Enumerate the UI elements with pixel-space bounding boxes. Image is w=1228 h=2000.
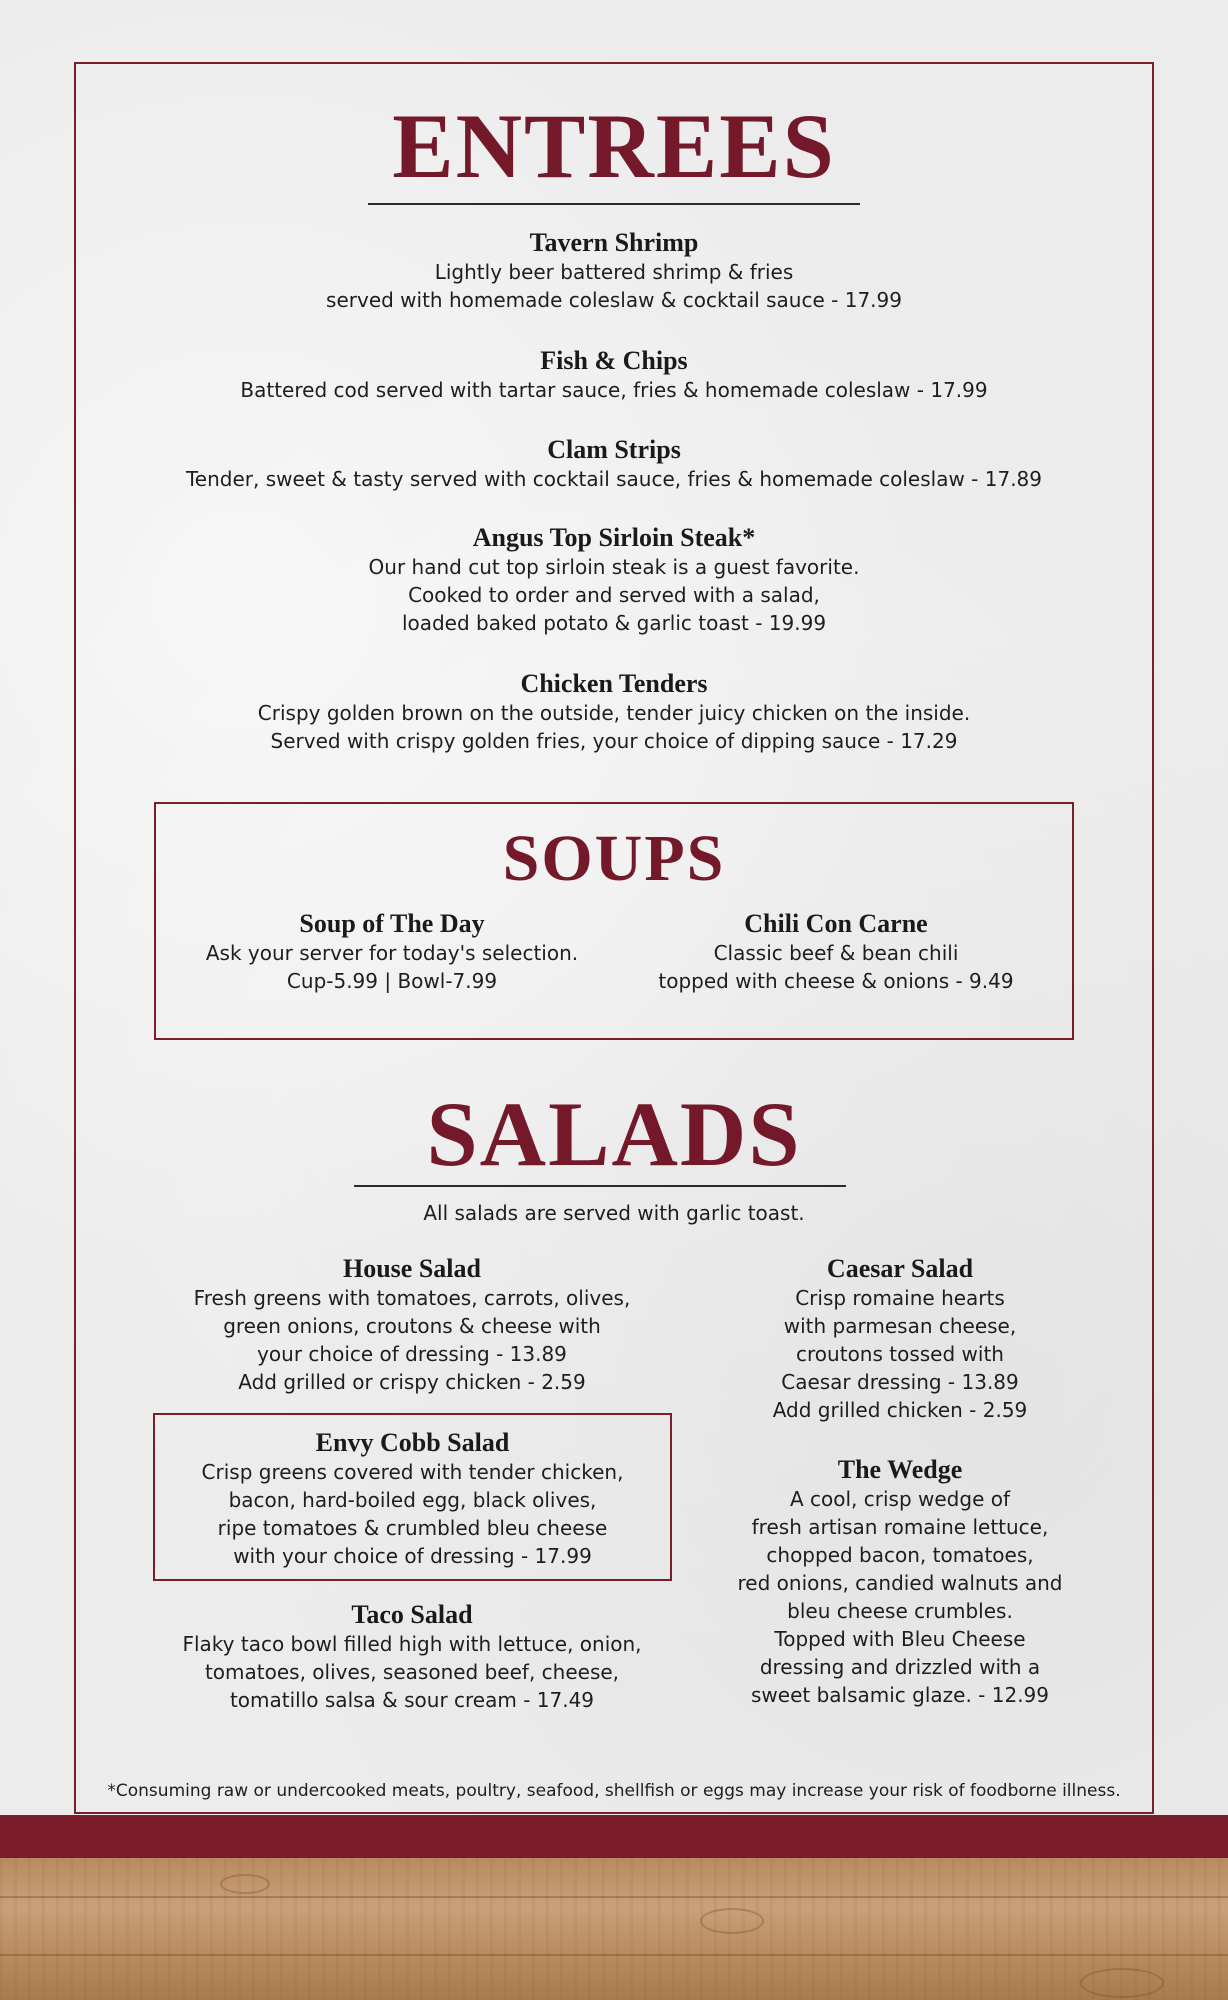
item-description: Flaky taco bowl filled high with lettuce, onion, tomatoes, olives, seasoned beef, cheese, tomatillo salsa & sour cream - 17.49 [182, 1632, 642, 1712]
soups-title: SOUPS [502, 822, 726, 895]
item-name: Soup of The Day [299, 909, 485, 938]
item-description: Battered cod served with tartar sauce, fries & homemade coleslaw - 17.99 [240, 378, 988, 402]
salad-item-the-wedge [700, 1455, 1100, 1709]
salads-divider [354, 1185, 846, 1187]
entrees-title: ENTREES [392, 95, 836, 197]
wood-background [0, 1858, 1228, 2000]
item-description: Crisp romaine hearts with parmesan cheese, croutons tossed with Caesar dressing - 13.89 Add grilled chicken - 2.59 [772, 1286, 1028, 1422]
wood-grain [0, 1896, 1228, 1898]
item-description: A cool, crisp wedge of fresh artisan romaine lettuce, chopped bacon, tomatoes, red onions, candied walnuts and bleu cheese crumbles. Topped with Bleu Cheese dressing and drizzled with a sweet balsamic glaze. - 12.99 [737, 1487, 1063, 1707]
item-name: Taco Salad [351, 1600, 473, 1629]
entrees-divider [368, 203, 860, 205]
item-name: Chicken Tenders [520, 669, 708, 698]
item-name: Tavern Shrimp [529, 228, 699, 257]
item-description: Ask your server for today's selection. Cup-5.99 | Bowl-7.99 [205, 941, 579, 993]
entree-item-clam-strips [114, 435, 1114, 493]
item-name: Caesar Salad [826, 1254, 974, 1283]
entree-item-sirloin-steak [114, 523, 1114, 637]
item-name: House Salad [343, 1254, 481, 1283]
entree-item-chicken-tenders [114, 669, 1114, 755]
wood-grain [0, 1954, 1228, 1956]
item-description: Tender, sweet & tasty served with cocktail sauce, fries & homemade coleslaw - 17.89 [185, 467, 1043, 491]
salad-item-taco-salad [144, 1600, 680, 1714]
item-name: Chili Con Carne [744, 909, 928, 938]
footer-band [0, 1815, 1228, 1858]
entree-item-tavern-shrimp [114, 228, 1114, 314]
item-description: Classic beef & bean chili topped with cheese & onions - 9.49 [658, 941, 1014, 993]
foodborne-illness-disclaimer: *Consuming raw or undercooked meats, poultry, seafood, shellfish or eggs may increase your risk of foodborne illness. [107, 1781, 1121, 1801]
salad-item-caesar-salad [700, 1254, 1100, 1424]
wood-knot [1080, 1968, 1164, 1998]
item-description: Crispy golden brown on the outside, tender juicy chicken on the inside. Served with crispy golden fries, your choice of dipping sauce - 17.29 [257, 701, 971, 753]
item-description: Our hand cut top sirloin steak is a guest favorite. Cooked to order and served with a salad, loaded baked potato & garlic toast - 19.99 [368, 555, 860, 635]
item-description: Crisp greens covered with tender chicken, bacon, hard-boiled egg, black olives, ripe tomatoes & crumbled bleu cheese with your choice of dressing - 17.99 [201, 1460, 624, 1568]
salad-item-envy-cobb-salad [153, 1428, 672, 1570]
item-name: Fish & Chips [540, 346, 688, 375]
entree-item-fish-chips [114, 346, 1114, 404]
wood-knot [220, 1874, 270, 1894]
item-description: Fresh greens with tomatoes, carrots, olives, green onions, croutons & cheese with your choice of dressing - 13.89 Add grilled or crispy chicken - 2.59 [193, 1286, 631, 1394]
item-name: The Wedge [837, 1455, 963, 1484]
soup-item-chili-con-carne [614, 909, 1058, 995]
item-description: Lightly beer battered shrimp & fries served with homemade coleslaw & cocktail sauce - 17.99 [326, 260, 902, 312]
salad-item-house-salad [144, 1254, 680, 1396]
salads-title: SALADS [426, 1083, 802, 1185]
item-name: Envy Cobb Salad [315, 1428, 510, 1457]
item-name: Angus Top Sirloin Steak* [472, 523, 756, 552]
wood-knot [700, 1908, 764, 1934]
item-name: Clam Strips [547, 435, 681, 464]
soup-item-soup-of-the-day [170, 909, 614, 995]
salads-subtitle: All salads are served with garlic toast. [423, 1201, 805, 1225]
